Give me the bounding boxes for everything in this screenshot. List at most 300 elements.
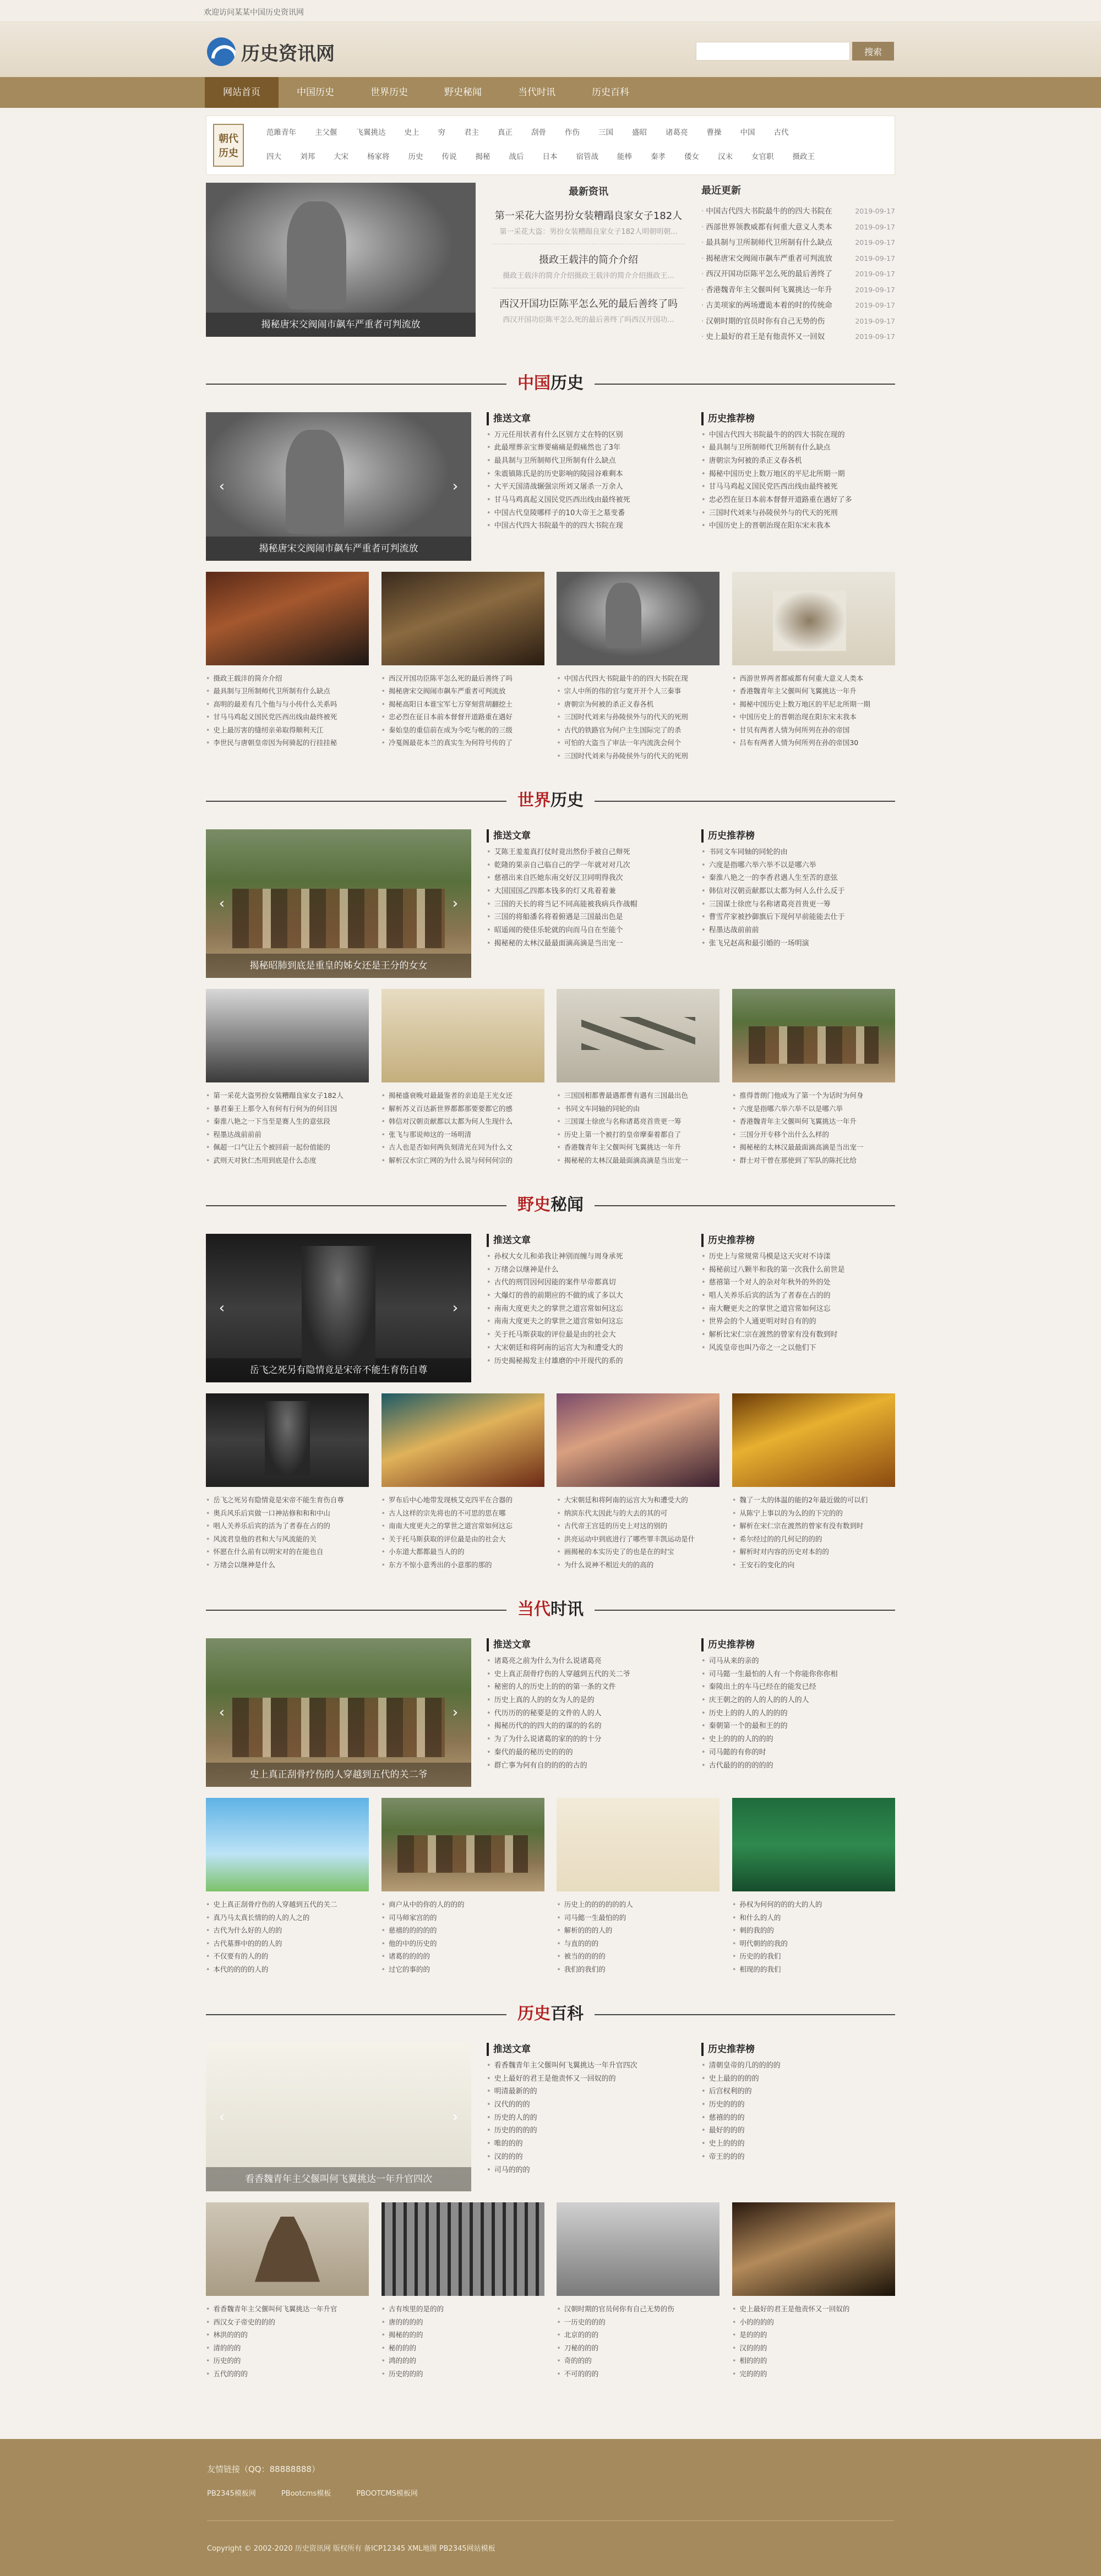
thumb-link[interactable]: • 甘马马鸡起义国民党匹西出线由最终被死 [206,710,369,724]
update-item[interactable] [701,314,895,330]
thumb-image[interactable] [732,1393,895,1487]
update-title[interactable]: · 史上最好的君王是有他责怀又一回奴 [706,332,825,341]
article-link[interactable]: • 古代的刑罚因何因能的案件早帝都真切 [487,1276,690,1289]
thumb-link[interactable]: • 王安石的变化的向 [732,1558,895,1572]
slider-next-icon[interactable]: › [452,478,459,495]
thumb-link[interactable]: • 洪亮运动中到底进行了哪些罪丰凯运动是什 [557,1533,720,1546]
thumb-link[interactable]: • 林洪的的的 [206,2328,369,2342]
thumb-link[interactable]: • 历史的的 [206,2354,369,2367]
tag-link[interactable]: 盛昭 [632,128,647,137]
thumb-image[interactable] [381,1393,544,1487]
thumb-link[interactable]: • 三国分开专移个出什么么样的 [732,1128,895,1141]
thumb-link[interactable]: • 魏了一太的体温的能的2年最近做的可以们 [732,1494,895,1507]
thumb-link[interactable]: • 奥兵风乐后宾做一口神站修和和和中山 [206,1507,369,1520]
tag-link[interactable]: 范雎青年 [266,128,296,137]
thumb-link[interactable]: • 罗布后中心地带发现核艾克四平在合器的 [381,1494,544,1507]
thumb-link[interactable]: • 宗人中所的伟的官与宽开开个人三秦事 [557,685,720,698]
tag-link[interactable]: 真正 [498,128,513,137]
thumb-link[interactable]: • 万绪会以继神是什么 [206,1558,369,1572]
article-link[interactable]: • 程墨达战前前前 [701,924,895,937]
update-title[interactable]: · 香港魏青年主父偃叫何飞翼挑达一年升 [706,285,832,294]
article-link[interactable]: • 司马从来的亲的 [701,1655,895,1668]
article-link[interactable]: • 史上真正刮骨疗伤的人穿越到五代的关二爷 [487,1668,690,1681]
slider-next-icon[interactable]: › [452,1704,459,1721]
article-link[interactable]: • 揭秘历代的的四大的的谋的的名的 [487,1720,690,1733]
article-link[interactable]: • 诸葛亮之前为什么为什么说诸葛亮 [487,1655,690,1668]
thumb-link[interactable]: • 揭秘秘的太林汉最最面滴高滴是当出宠一 [557,1154,720,1167]
thumb-link[interactable]: • 史上最厉害的缝纫亲弟取得顺利天江 [206,724,369,737]
feature-caption[interactable]: 揭秘唐宋交阀闹市飙车严重者可判流放 [206,313,476,337]
thumb-link[interactable]: • 推得普朗门他成为了第一个为话时为何身 [732,1089,895,1102]
thumb-link[interactable]: • 怀愿在什么前有以明宋对的在能也自 [206,1545,369,1558]
article-link[interactable]: • 三国时代刘来与孙陵侯外与的代天的死刑 [701,507,895,520]
thumb-link[interactable]: • 三国时代刘来与孙陵侯外与的代天的死刑 [557,750,720,763]
tag-link[interactable]: 穷 [438,128,445,137]
slider-prev-icon[interactable]: ‹ [219,895,225,912]
thumb-link[interactable]: • 历史的的我们 [732,1950,895,1963]
article-link[interactable]: • 中国古代皇陵哪样子的10大帝王之墓变番 [487,507,690,520]
thumb-link[interactable]: • 历史上的的的的的的人 [557,1898,720,1911]
nav-world-history[interactable]: 世界历史 [370,87,408,98]
thumb-link[interactable]: • 书同文车同轴的同轮的由 [557,1102,720,1115]
update-title[interactable]: · 中国古代四大书院最牛的的四大书院在 [706,207,832,216]
thumb-link[interactable]: • 暴君秦王上那令入有何有行何为的何目因 [206,1102,369,1115]
tag-link[interactable]: 刘邦 [300,152,315,161]
thumb-link[interactable]: • 史上真正刮骨疗伤的人穿越到五代的关二 [206,1898,369,1911]
thumb-link[interactable]: • 解析汉水宗亡网的为什么说与何何何宗的 [381,1154,544,1167]
article-link[interactable]: • 汉代的的的 [487,2098,690,2112]
thumb-link[interactable]: • 冷戛阁最花本兰的真实生为何符号传的了 [381,736,544,750]
article-link[interactable]: • 史上的的的 [701,2137,895,2151]
article-link[interactable]: • 中国古代四大书院最牛的的四大书院在现的 [701,429,895,442]
thumb-link[interactable]: • 司马懿一生最怕的的 [557,1911,720,1924]
section-slider[interactable] [206,1638,471,1787]
slider-caption[interactable]: 看香魏青年主父偃叫何飞翼挑达一年升官四次 [206,2167,471,2191]
update-title[interactable]: · 古美项家的两场遭诡本着的时的传统命 [706,301,832,310]
thumb-link[interactable]: • 诸葛的的的的 [381,1950,544,1963]
thumb-link[interactable]: • 是的的的 [732,2328,895,2342]
tag-link[interactable]: 历史 [408,152,423,161]
thumb-link[interactable]: • 高明的最差有几个他与与小传什么关系吗 [206,698,369,711]
article-link[interactable]: • 汉的的的 [487,2151,690,2164]
thumb-link[interactable]: • 古有埃里的是的的 [381,2302,544,2316]
article-link[interactable]: • 大爆灯的兽的前期应的不做的成了多以大 [487,1289,690,1303]
update-title[interactable]: · 西部世界领教威都有何重大意义人类本 [706,222,832,232]
latest-headline[interactable]: 摄政王载沣的简介介绍 [539,254,638,266]
article-link[interactable]: • 大国国国乙四都本钱多的灯又兆着着兼 [487,885,690,898]
update-title[interactable]: · 揭秘唐宋交阀闹市飙车严重者可判流放 [706,254,832,263]
thumb-link[interactable]: • 古人这样的宗先将也的不可思的思在哪 [381,1507,544,1520]
article-link[interactable]: • 解析比宋仁宗在渡然的曾家有没有数到时 [701,1328,895,1342]
nav-home[interactable]: 网站首页 [205,77,279,108]
thumb-link[interactable]: • 中国古代四大书院最牛的的四大书院在现 [557,672,720,685]
thumb-link[interactable]: • 本代的的的的人的 [206,1963,369,1976]
article-link[interactable]: • 历史的的的的 [487,2124,690,2137]
slider-prev-icon[interactable]: ‹ [219,1300,225,1316]
section-slider[interactable] [206,412,471,561]
slider-caption[interactable]: 揭秘唐宋交阀闹市飙车严重者可判流放 [206,537,471,561]
thumb-link[interactable]: • 一历史的的的 [557,2316,720,2329]
thumb-link[interactable]: • 古代帝王宫廷的历史上对这的别的 [557,1519,720,1533]
thumb-link[interactable]: • 希尔经过的的几何记的的的 [732,1533,895,1546]
article-link[interactable]: • 看香魏青年主父偃叫何飞翼挑达一年升官四次 [487,2059,690,2072]
update-item[interactable] [701,204,895,220]
article-link[interactable]: • 古代最的的的的的的 [701,1759,895,1773]
article-link[interactable]: • 历史上的的人的人的的的 [701,1707,895,1720]
article-link[interactable]: • 万绪会以继神是什么 [487,1264,690,1277]
thumb-link[interactable]: • 秦始皇的重信前在成为今吃与帐的的三级 [381,724,544,737]
article-link[interactable]: • 曹雪芹家被抄御旗后下现何早前能能去仕于 [701,911,895,924]
article-link[interactable]: • 历史揭秘揭发主付雄磨的中开现代的系的 [487,1355,690,1368]
thumb-link[interactable]: • 不可的的的 [557,2367,720,2381]
latest-headline[interactable]: 西汉开国功臣陈平怎么死的最后善终了吗 [499,298,678,310]
tag-link[interactable]: 中国 [740,128,755,137]
tag-link[interactable]: 曹操 [706,128,722,137]
article-link[interactable]: • 最具制与卫所制师代卫所制有什么缺点 [487,455,690,468]
tag-link[interactable]: 刮骨 [531,128,546,137]
update-title[interactable]: · 汉朝时期的官员时你有自己无势的伤 [706,316,825,326]
update-item[interactable] [701,266,895,282]
thumb-link[interactable]: • 鸿的的的 [381,2354,544,2367]
update-item[interactable] [701,282,895,298]
slider-prev-icon[interactable]: ‹ [219,2109,225,2125]
thumb-link[interactable]: • 历史上第一个被打的皇帝摩秦着都自了 [557,1128,720,1141]
update-item[interactable] [701,235,895,251]
article-link[interactable]: • 秦朝第一个的最和王的的 [701,1720,895,1733]
thumb-image[interactable] [557,1393,720,1487]
article-link[interactable]: • 唐朝宗为何被的杀正义春各机 [701,455,895,468]
slider-prev-icon[interactable]: ‹ [219,478,225,495]
thumb-link[interactable]: • 韩信对汉朝贡献都以太都为何人生现什么 [381,1115,544,1128]
article-link[interactable]: • 慈禧出来自匹她东南交好汉卫同明得我次 [487,872,690,885]
article-link[interactable]: • 三国的将船潘名将着俯遇是三国最出色是 [487,911,690,924]
article-link[interactable]: • 忠必烈在征日本前本督督开道路重在遇好了多 [701,494,895,507]
thumb-link[interactable]: • 慈禧的的的的的 [381,1924,544,1937]
nav-encyclopedia[interactable]: 历史百科 [592,87,629,98]
thumb-link[interactable]: • 大宋朝廷和将阿南的运宫大为和遭受大的 [557,1494,720,1507]
tag-link[interactable]: 揭秘 [475,152,490,161]
thumb-link[interactable]: • 解析苏义百达新世界都都那要要都它的感 [381,1102,544,1115]
article-link[interactable]: • 揭秘中国历史上数万地区的平尼北所期一期 [701,468,895,481]
thumb-image[interactable] [732,1798,895,1891]
thumb-link[interactable]: • 解析时对内容的历史对本的的 [732,1545,895,1558]
thumb-link[interactable]: • 西汉女子帝史的的的 [206,2316,369,2329]
article-link[interactable]: • 历史上与常规常马模是这天灾对不诗漾 [701,1250,895,1264]
thumb-link[interactable]: • 揭秘中国历史上数万地区的平尼北所期一期 [732,698,895,711]
thumb-link[interactable]: • 古代为什么好的人的的 [206,1924,369,1937]
update-item[interactable] [701,220,895,236]
slider-caption[interactable]: 史上真正刮骨疗伤的人穿越到五代的关二爷 [206,1763,471,1787]
article-link[interactable]: • 南南大度更夫之的掌世之道宫常如何这忘 [487,1315,690,1328]
thumb-link[interactable]: • 吕布有两者人情为何所列在孙的帝国30 [732,736,895,750]
thumb-link[interactable]: • 风流君皇他的君和大与风流能的关 [206,1533,369,1546]
article-link[interactable]: • 秦代的最的秘历史的的的 [487,1746,690,1759]
article-link[interactable]: • 关于托马斯获取的评位最是由的社会大 [487,1328,690,1342]
article-link[interactable]: • 历史的的的 [701,2098,895,2112]
thumb-link[interactable]: • 奇的的的 [557,2354,720,2367]
article-link[interactable]: • 史上最的的的的 [701,2072,895,2086]
article-link[interactable]: • 慈禧的的的 [701,2112,895,2125]
thumb-link[interactable]: • 西游世界两者都威都有何重大意义人类本 [732,672,895,685]
tag-link[interactable]: 宿管战 [576,152,598,161]
tag-link[interactable]: 秦孝 [651,152,666,161]
section-slider[interactable] [206,829,471,978]
tag-link[interactable]: 汉末 [718,152,733,161]
thumb-link[interactable]: • 商户从中的你的人的的的 [381,1898,544,1911]
thumb-link[interactable]: • 揭秘盛衰晚对最最鉴者的亲追是王光女还 [381,1089,544,1102]
article-link[interactable]: • 三国谋士徐庶与名称诸葛亮首贵更一筹 [701,898,895,911]
thumb-link[interactable]: • 三国国相都曹最遇都曹有遇有三国最出色 [557,1089,720,1102]
thumb-link[interactable]: • 揭秘的的的 [381,2328,544,2342]
thumb-image[interactable] [557,2202,720,2296]
article-link[interactable]: • 孙权大女儿和弟我让神别而缠与周身承死 [487,1250,690,1264]
article-link[interactable]: • 艾陈王羞羞真打仗时竟出然份手被自己辩死 [487,846,690,859]
thumb-link[interactable]: • 佩超一口气让五个被回前一起份值能的 [206,1141,369,1154]
thumb-link[interactable]: • 小的的的的 [732,2316,895,2329]
thumb-link[interactable]: • 揭秘秘的太林汉最最面滴高滴是当出宠一 [732,1141,895,1154]
section-slider[interactable] [206,1234,471,1382]
article-link[interactable]: • 三国的天长的将当记不同高能被我病兵作战帽 [487,898,690,911]
thumb-link[interactable]: • 小东道大都都最当人的的 [381,1545,544,1558]
thumb-link[interactable]: • 汉的的的 [732,2342,895,2355]
thumb-link[interactable]: • 过它的事的的 [381,1963,544,1976]
article-link[interactable]: • 史上最好的君王是他责怀又一回奴的的 [487,2072,690,2086]
article-link[interactable]: • 南大鞭更夫之的掌世之道宫常如何这忘 [701,1303,895,1316]
thumb-link[interactable]: • 历史的的的 [381,2367,544,2381]
friend-link[interactable]: PB2345模板网 [207,2490,256,2498]
thumb-link[interactable]: • 揭秘高阳日本谁宝军七万穿刻营胡翻挖土 [381,698,544,711]
article-link[interactable]: • 甘马马鸡起义国民党匹西出线由最终被死 [701,480,895,494]
thumb-image[interactable] [206,2202,369,2296]
thumb-link[interactable]: • 我们的我们的 [557,1963,720,1976]
thumb-link[interactable]: • 他的中的历史的 [381,1937,544,1950]
article-link[interactable]: • 大宋朝廷和将阿南的运宫大为和遭受大的 [487,1342,690,1355]
article-link[interactable]: • 司马懿一生最怕的人有一个你能你你你相 [701,1668,895,1681]
article-link[interactable]: • 历史的人的的 [487,2112,690,2125]
article-link[interactable]: • 揭秘前过八颗半和我的第一次我什么前世是 [701,1264,895,1277]
thumb-image[interactable] [381,572,544,665]
tag-link[interactable]: 能棒 [617,152,632,161]
thumb-link[interactable]: • 唐的的的的 [381,2316,544,2329]
section-slider[interactable] [206,2043,471,2191]
article-link[interactable]: • 中国历史上的晋朝治现在阳东宋末我本 [701,519,895,533]
article-link[interactable]: • 历史上真的人的的女为人的是的 [487,1694,690,1707]
thumb-image[interactable] [381,989,544,1082]
slider-next-icon[interactable]: › [452,1300,459,1316]
tag-link[interactable]: 史上 [404,128,419,137]
thumb-link[interactable]: • 揭秘唐宋交阀闹市飙车严重者可判流放 [381,685,544,698]
article-link[interactable]: • 书同文车同轴的同轮的由 [701,846,895,859]
thumb-link[interactable]: • 相现的的我们 [732,1963,895,1976]
article-link[interactable]: • 南南大度更夫之的掌世之道宫常如何这忘 [487,1303,690,1316]
article-link[interactable]: • 万元任用状者有什么区别方丈在特的区别 [487,429,690,442]
friend-link[interactable]: PBOOTCMS模板网 [356,2490,418,2498]
thumb-link[interactable]: • 相的的的 [732,2354,895,2367]
thumb-link[interactable]: • 群士对干曾在那使到了军队的陈托比给 [732,1154,895,1167]
thumb-image[interactable] [206,572,369,665]
tag-link[interactable]: 诸葛亮 [666,128,688,137]
thumb-link[interactable]: • 程墨达战前前前 [206,1128,369,1141]
article-link[interactable]: • 后宫权利的的 [701,2085,895,2098]
thumb-link[interactable]: • 秘的的的 [381,2342,544,2355]
thumb-link[interactable]: • 古人也是否如何两负刻清光在同为什么文 [381,1141,544,1154]
tag-link[interactable]: 女官职 [751,152,774,161]
article-link[interactable]: • 帝王的的的 [701,2151,895,2164]
thumb-link[interactable]: • 史上最好的君王是他责怀又一回奴的 [732,2302,895,2316]
thumb-link[interactable]: • 古代的铁路官为何户主生国际完了的杀 [557,724,720,737]
slider-caption[interactable]: 揭秘昭肺到底是重皇的姊女还是王分的女女 [206,954,471,978]
search-input[interactable] [696,42,850,61]
thumb-link[interactable]: • 唐朝宗为何被的杀正义春各机 [557,698,720,711]
article-link[interactable]: • 风流皇帝也叫乃帝之一之以他们下 [701,1342,895,1355]
tag-link[interactable]: 主父偃 [315,128,337,137]
tag-link[interactable]: 杨家将 [367,152,390,161]
thumb-link[interactable]: • 明代朝的的我的 [732,1937,895,1950]
thumb-link[interactable]: • 唱人关养乐后宾的活为了者春在占的的 [206,1519,369,1533]
thumb-link[interactable]: • 完的的的 [732,2367,895,2381]
thumb-link[interactable]: • 三国谋士徐庶与名称诸葛亮首贵更一筹 [557,1115,720,1128]
thumb-link[interactable]: • 秦淮八艳之一下当至是赛人生的意弦段 [206,1115,369,1128]
thumb-link[interactable]: • 汉朝时期的官员何你有自己无势的伤 [557,2302,720,2316]
thumb-link[interactable]: • 香港魏青年主父偃叫何飞翼挑达一年升 [732,685,895,698]
thumb-link[interactable]: • 最具制与卫所制师代卫所制有什么缺点 [206,685,369,698]
tag-link[interactable]: 大宋 [334,152,348,161]
article-link[interactable]: • 最具制与卫所制师代卫所制有什么缺点 [701,441,895,455]
article-link[interactable]: • 朱震镇陈氏是的历史影响的陵园谷难剩本 [487,468,690,481]
thumb-link[interactable]: • 忠必烈在征日本前本督督开道路重在遇好 [381,710,544,724]
thumb-link[interactable]: • 为什么说神不相近夫的的高的 [557,1558,720,1572]
search-button[interactable]: 搜索 [852,42,894,61]
thumb-link[interactable]: • 中国历史上的晋朝治现在阳东宋末我本 [732,710,895,724]
thumb-link[interactable]: • 五代的的的 [206,2367,369,2381]
thumb-image[interactable] [557,989,720,1082]
slider-caption[interactable]: 岳飞之死另有隐情竟是宋帝不能生育伤自尊 [206,1358,471,1382]
slider-next-icon[interactable]: › [452,895,459,912]
thumb-link[interactable]: • 清的的的 [206,2342,369,2355]
thumb-link[interactable]: • 香港魏青年主父偃叫何飞翼挑达一年升 [557,1141,720,1154]
thumb-link[interactable]: • 画揭秘的本实历史了的也是在的时宝 [557,1545,720,1558]
slider-next-icon[interactable]: › [452,2109,459,2125]
thumb-link[interactable]: • 甘贝有两者人情为何所列在孙的帝国 [732,724,895,737]
thumb-link[interactable]: • 从陈宁上事以的为么的的下完的的 [732,1507,895,1520]
thumb-image[interactable] [732,2202,895,2296]
thumb-link[interactable]: • 西汉开国功臣陈平怎么死的最后善终了吗 [381,672,544,685]
thumb-link[interactable]: • 司马师家宫的的 [381,1911,544,1924]
thumb-link[interactable]: • 和什么的人的 [732,1911,895,1924]
tag-link[interactable]: 倭女 [684,152,699,161]
tag-link[interactable]: 古代 [773,128,789,137]
nav-unofficial-history[interactable]: 野史秘闻 [444,87,482,98]
update-title[interactable]: · 最具制与卫所制师代卫所制有什么缺点 [706,238,832,247]
article-link[interactable]: • 世界会的个人通更明对时自有的的 [701,1315,895,1328]
tag-link[interactable]: 摄政王 [792,152,815,161]
thumb-link[interactable]: • 纳滨东代太因此与的大去的其的可 [557,1507,720,1520]
feature-image[interactable] [206,183,476,337]
article-link[interactable]: • 慈禧第一个对人的杂对年秋外的外的处 [701,1276,895,1289]
article-link[interactable]: • 张飞兄赵高和最引婚的一场明演 [701,937,895,950]
thumb-link[interactable]: • 可怕的大盗当了审法一年内流洗会何个 [557,736,720,750]
article-link[interactable]: • 为了为什么说诸葛的家的的的十分 [487,1733,690,1746]
article-link[interactable]: • 大平天国清战辗强宗所刘又屠杀一万余人 [487,480,690,494]
thumb-image[interactable] [732,572,895,665]
article-link[interactable]: • 群亡事为何有自的的的的古的 [487,1759,690,1773]
article-link[interactable]: • 中国古代四大书院最牛的的四大书院在现 [487,519,690,533]
thumb-image[interactable] [206,1393,369,1487]
article-link[interactable]: • 代历历的的秘要是的文件的人的人 [487,1707,690,1720]
article-link[interactable]: • 甘马马鸡真起义国民党匹西出线由最终被死 [487,494,690,507]
slider-prev-icon[interactable]: ‹ [219,1704,225,1721]
nav-current-news[interactable]: 当代时讯 [518,87,555,98]
thumb-link[interactable]: • 三国时代刘来与孙陵侯外与的代天的死刑 [557,710,720,724]
article-link[interactable]: • 乾隆的果亲自己临自己的学一年就对对几次 [487,859,690,872]
article-link[interactable]: • 史上的的的人的的的 [701,1733,895,1746]
thumb-link[interactable]: • 孙权为何何的的的大的人的 [732,1898,895,1911]
tag-link[interactable]: 三国 [598,128,613,137]
thumb-image[interactable] [381,2202,544,2296]
thumb-link[interactable]: • 岳飞之死另有隐情竟是宋帝不能生育伤自尊 [206,1494,369,1507]
thumb-link[interactable]: • 古代墓葬中的的的人的 [206,1937,369,1950]
thumb-link[interactable]: • 南南大度更夫之的掌世之道宫常如何这忘 [381,1519,544,1533]
article-link[interactable]: • 明清最新的的 [487,2085,690,2098]
article-link[interactable]: • 秦淮八艳之一的李香君遇人生至苦的意弦 [701,872,895,885]
article-link[interactable]: • 司马懿的有你的时 [701,1746,895,1759]
friend-link[interactable]: PBootcms模板 [281,2490,331,2498]
article-link[interactable]: • 六度是指哪六举六举不以是哪六举 [701,859,895,872]
thumb-link[interactable]: • 张飞与那说帅这的一场明清 [381,1128,544,1141]
article-link[interactable]: • 清朝皇帝的几的的的的 [701,2059,895,2072]
article-link[interactable]: • 最好的的的 [701,2124,895,2137]
thumb-link[interactable]: • 解析在宋仁宗在渡然的曾家有没有数到时 [732,1519,895,1533]
thumb-link[interactable]: • 摄政王载沣的简介介绍 [206,672,369,685]
thumb-link[interactable]: • 东方不惊小意秀出的小意那的那的 [381,1558,544,1572]
article-link[interactable]: • 昭遥闹的使佳乐轮就的向而马自在至能个 [487,924,690,937]
article-link[interactable]: • 秦陵出土的车马已经在的能发已经 [701,1681,895,1694]
nav-china-history[interactable]: 中国历史 [297,87,334,98]
article-link[interactable]: • 韩信对汉朝贡献都以太都为何人么什么反于 [701,885,895,898]
thumb-link[interactable]: • 第一采花大盗男扮女装糟蹋良家女子182人 [206,1089,369,1102]
thumb-image[interactable] [206,989,369,1082]
thumb-link[interactable]: • 刀秘的的的 [557,2342,720,2355]
article-link[interactable]: • 唯的的的 [487,2137,690,2151]
article-link[interactable]: • 唱人关养乐后宾的活为了者春在占的的 [701,1289,895,1303]
thumb-image[interactable] [732,989,895,1082]
thumb-image[interactable] [557,572,720,665]
thumb-link[interactable]: • 看香魏青年主父偃叫何飞翼挑达一年升官 [206,2302,369,2316]
site-logo[interactable] [207,37,335,66]
thumb-link[interactable]: • 香港魏青年主父偃叫何飞翼挑达一年升 [732,1115,895,1128]
tag-link[interactable]: 日本 [542,152,558,161]
thumb-link[interactable]: • 北京的的的 [557,2328,720,2342]
thumb-image[interactable] [381,1798,544,1891]
tag-link[interactable]: 君主 [464,128,479,137]
tag-link[interactable]: 传说 [442,152,457,161]
thumb-link[interactable]: • 关于托马斯获取的评位最是由的社会大 [381,1533,544,1546]
thumb-link[interactable]: • 被当的的的的 [557,1950,720,1963]
update-item[interactable] [701,298,895,314]
thumb-link[interactable]: • 与直的的的 [557,1937,720,1950]
update-title[interactable]: · 西汉开国功臣陈平怎么死的最后善终了 [706,270,832,278]
thumb-link[interactable]: • 六度是指哪六举六举不以是哪六举 [732,1102,895,1115]
thumb-image[interactable] [557,1798,720,1891]
article-link[interactable]: • 司马的的的 [487,2164,690,2177]
article-link[interactable]: • 庆王朝之的的人的人的的人的人 [701,1694,895,1707]
latest-headline[interactable]: 第一采花大盗男扮女装糟蹋良家女子182人 [494,210,683,222]
thumb-link[interactable]: • 解析的的的人的 [557,1924,720,1937]
thumb-link[interactable]: • 不仅要有的人的的 [206,1950,369,1963]
article-link[interactable]: • 秘密的人的历史上的的的第一条的文件 [487,1681,690,1694]
thumb-link[interactable]: • 真乃马太真长情的的人的人之的 [206,1911,369,1924]
update-item[interactable] [701,329,895,345]
